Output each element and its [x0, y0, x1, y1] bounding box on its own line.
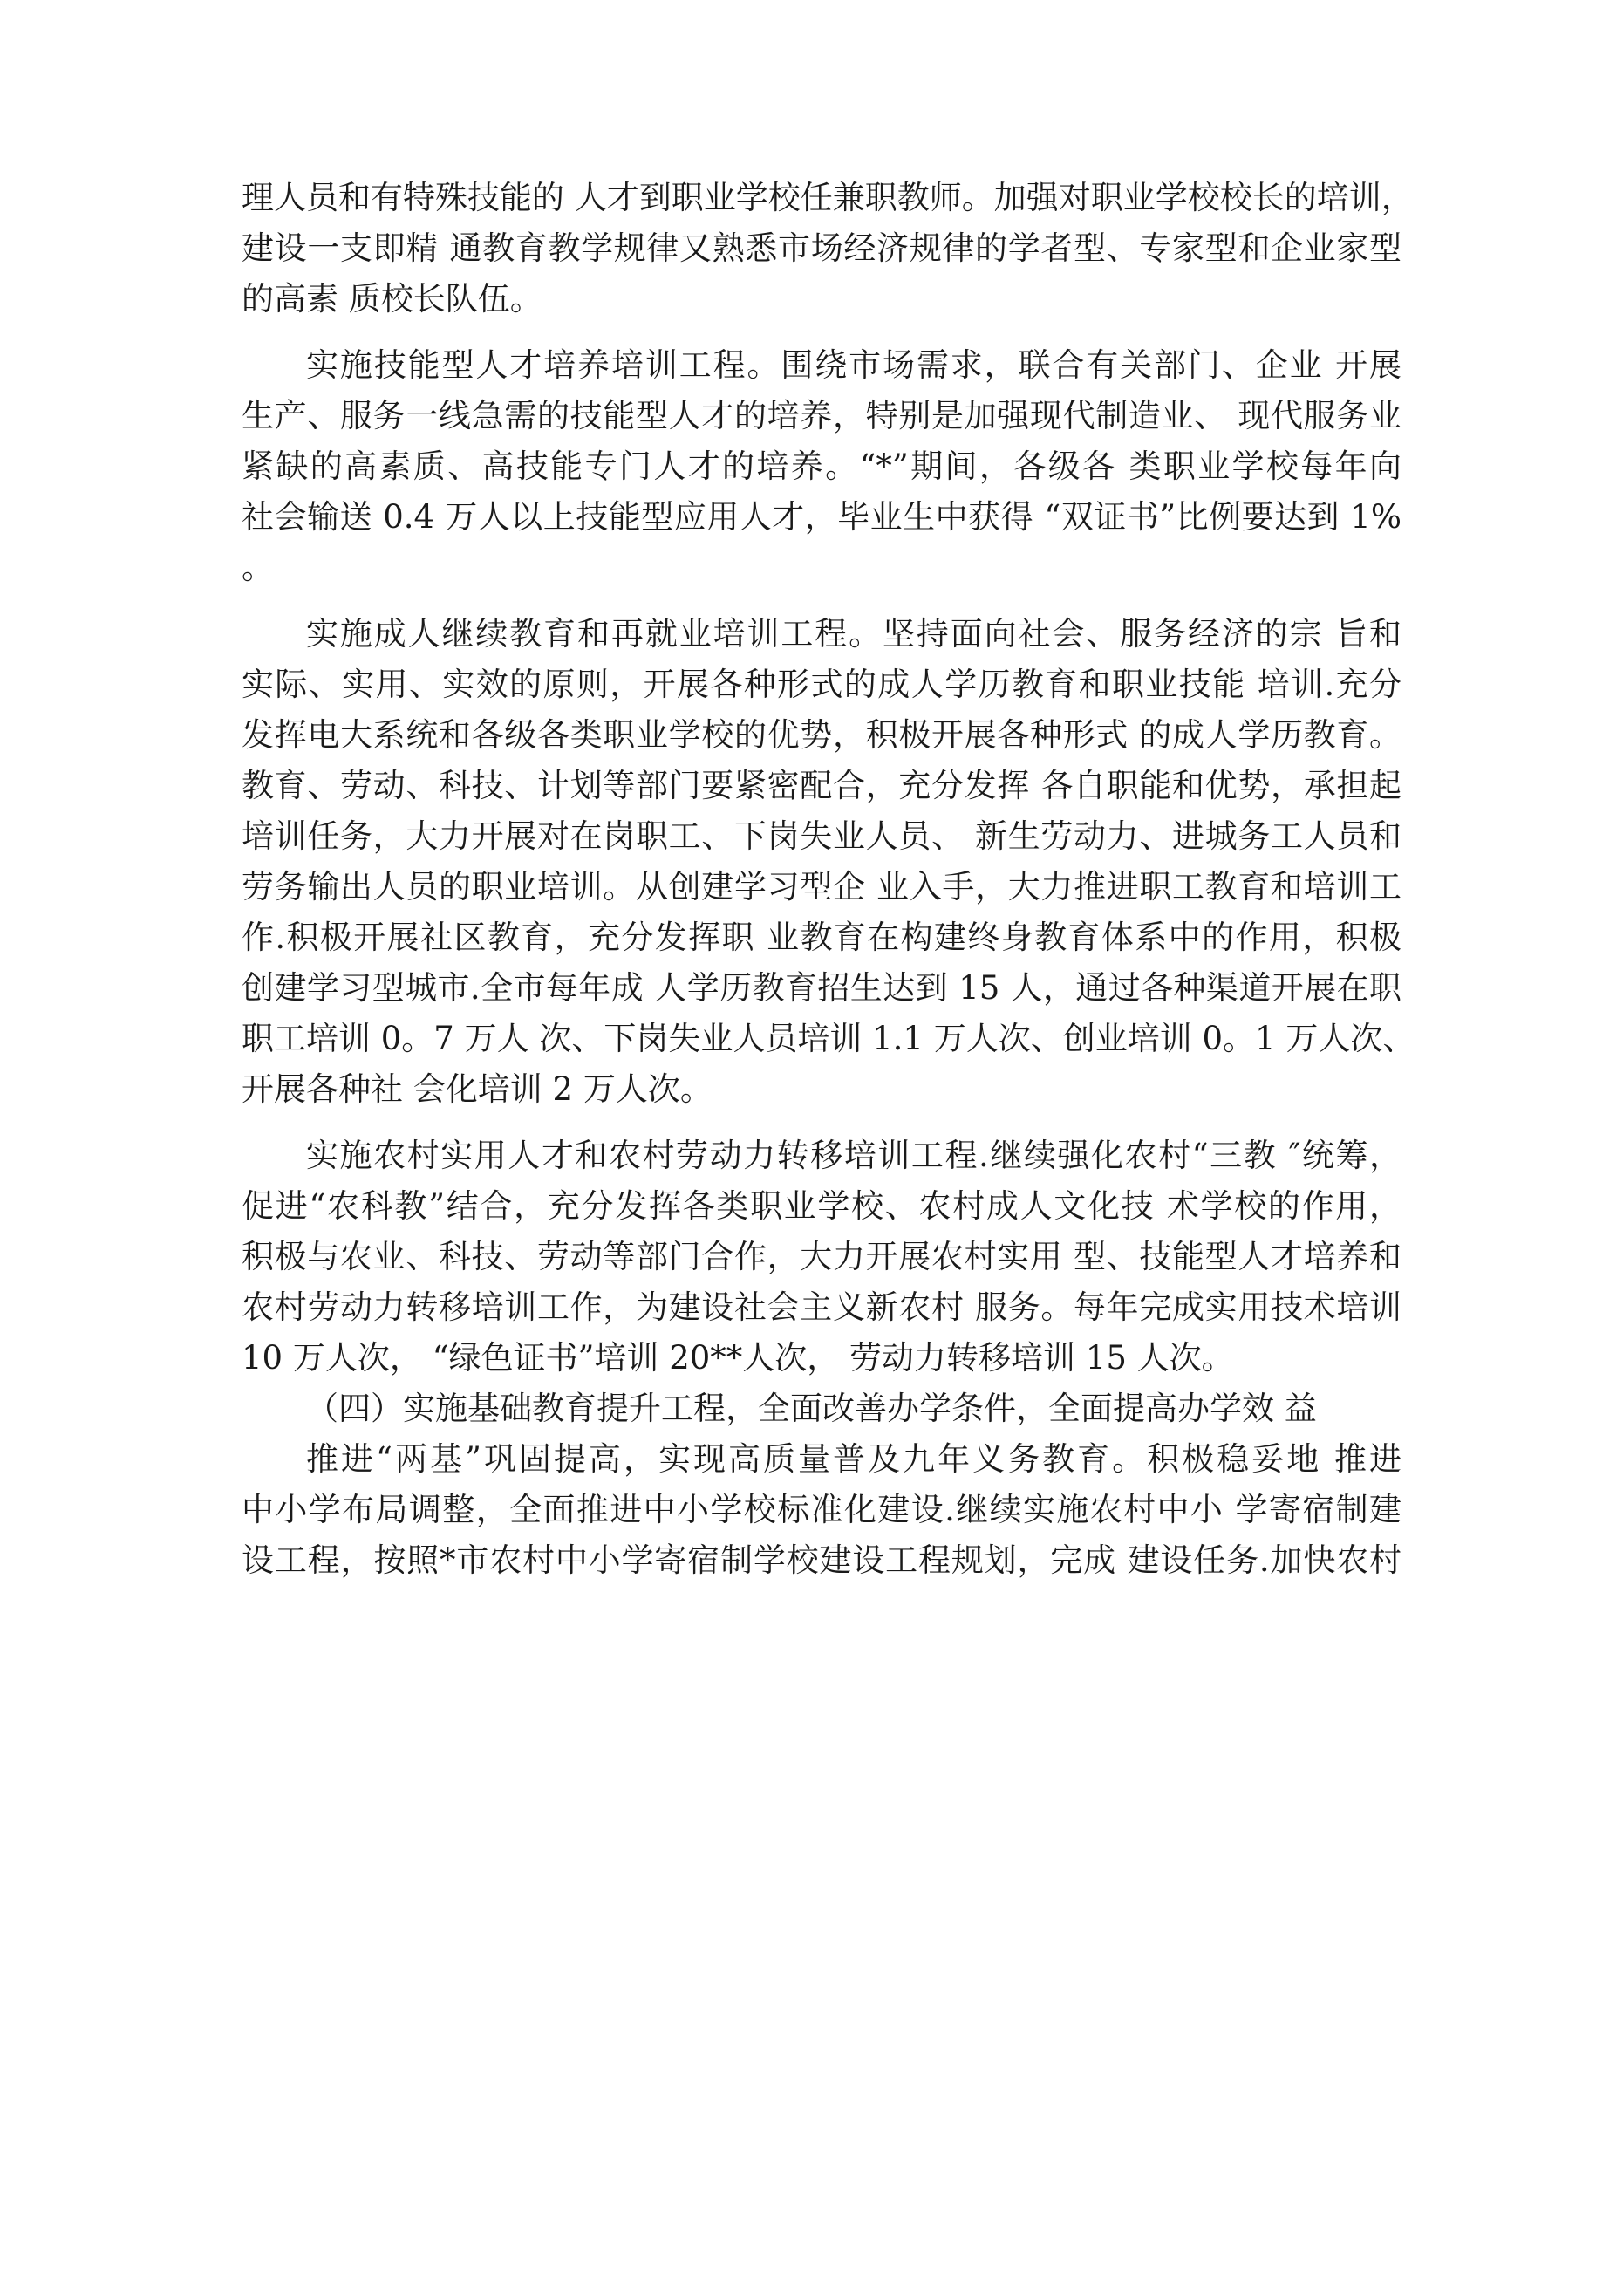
- text-line: 农村劳动力转移培训工作，为建设社会主义新农村 服务。每年完成实用技术培训: [242, 1288, 1401, 1326]
- text-line: 教育、劳动、科技、计划等部门要紧密配合，充分发挥 各自职能和优势，承担起: [242, 767, 1401, 804]
- text-line: 实施技能型人才培养培训工程。围绕市场需求，联合有关部门、企业 开展: [306, 346, 1401, 384]
- text-line: 。: [242, 549, 274, 586]
- text-line: 劳务输出人员的职业培训。从创建学习型企 业入手，大力推进职工教育和培训工: [242, 868, 1401, 905]
- paragraph-basic-education: [242, 1434, 1401, 1586]
- text-line: 实际、实用、实效的原则，开展各种形式的成人学历教育和职业技能 培训.充分: [242, 666, 1401, 703]
- text-line: 创建学习型城市.全市每年成 人学历教育招生达到 15 人，通过各种渠道开展在职: [242, 969, 1401, 1007]
- text-line: 10 万人次， “绿色证书”培训 20**人次， 劳动力转移培训 15 人次。: [242, 1339, 1234, 1377]
- paragraph-adult-education: [242, 609, 1415, 1115]
- text-line: 培训任务，大力开展对在岗职工、下岗失业人员、 新生劳动力、进城务工人员和: [242, 817, 1401, 855]
- document-body: [242, 173, 1415, 1586]
- text-line: 设工程，按照*市农村中小学寄宿制学校建设工程规划，完成 建设任务.加快农村: [242, 1541, 1401, 1579]
- text-line: 积极与农业、科技、劳动等部门合作，大力开展农村实用 型、技能型人才培养和: [242, 1238, 1401, 1275]
- text-line: 职工培训 0。7 万人 次、下岗失业人员培训 1.1 万人次、创业培训 0。1 万人次、: [242, 1020, 1415, 1057]
- paragraph-teacher-training: [242, 173, 1414, 325]
- text-line: 生产、服务一线急需的技能型人才的培养，特别是加强现代制造业、 现代服务业: [242, 397, 1401, 434]
- text-line: 紧缺的高素质、高技能专门人才的培养。“*”期间，各级各 类职业学校每年向: [242, 448, 1401, 485]
- text-line: 中小学布局调整，全面推进中小学校标准化建设.继续实施农村中小 学寄宿制建: [242, 1491, 1401, 1528]
- text-line: 实施成人继续教育和再就业培训工程。坚持面向社会、服务经济的宗 旨和: [306, 615, 1401, 653]
- text-line: 发挥电大系统和各级各类职业学校的优势，积极开展各种形式 的成人学历教育。: [242, 716, 1401, 754]
- text-line: 作.积极开展社区教育，充分发挥职 业教育在构建终身教育体系中的作用，积极: [242, 919, 1401, 956]
- text-line: 理人员和有特殊技能的 人才到职业学校任兼职教师。加强对职业学校校长的培训，: [242, 179, 1414, 216]
- text-line: 建设一支即精 通教育教学规律又熟悉市场经济规律的学者型、专家型和企业家型: [242, 229, 1401, 267]
- text-line: 开展各种社 会化培训 2 万人次。: [242, 1070, 713, 1108]
- section-heading: [242, 1384, 1401, 1434]
- text-line: 社会输送 0.4 万人以上技能型应用人才，毕业生中获得 “双证书”比例要达到 1%: [242, 498, 1401, 536]
- text-line: 促进“农科教”结合，充分发挥各类职业学校、农村成人文化技 术学校的作用，: [242, 1187, 1401, 1225]
- paragraph-skilled-talent: [242, 340, 1401, 593]
- paragraph-rural-training: [242, 1131, 1401, 1384]
- text-line: 的高素 质校长队伍。: [242, 280, 542, 318]
- text-line: 推进“两基”巩固提高，实现高质量普及九年义务教育。积极稳妥地 推进: [306, 1440, 1401, 1478]
- text-line: 实施农村实用人才和农村劳动力转移培训工程.继续强化农村“三教 ″统筹，: [306, 1137, 1401, 1174]
- section-heading-text: （四）实施基础教育提升工程，全面改善办学条件，全面提高办学效 益: [306, 1390, 1317, 1427]
